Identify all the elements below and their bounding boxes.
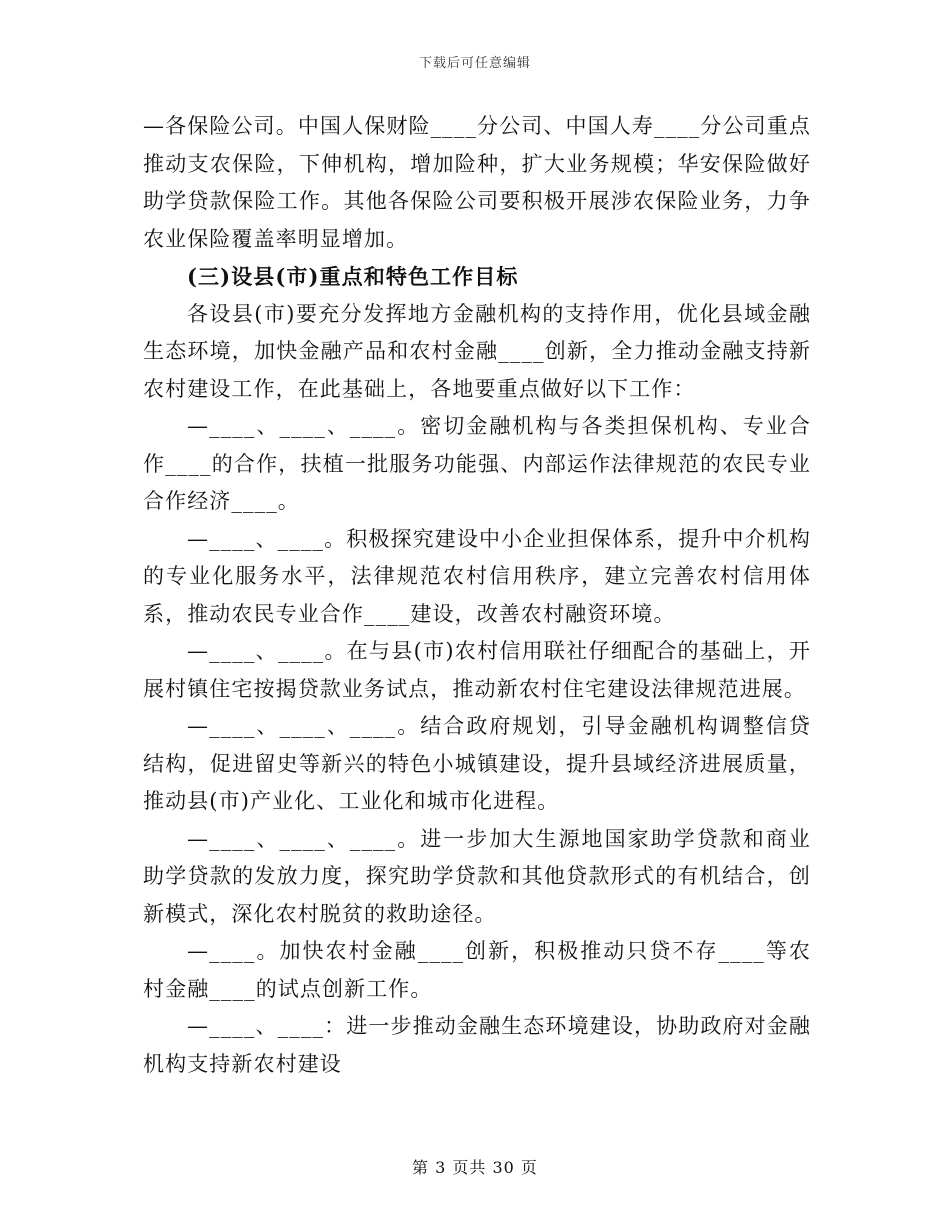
- document-body: [143, 108, 811, 1083]
- paragraph-item-1: —____、____、____。密切金融机构与各类担保机构、专业合作____的合作，扶植一批服务功能强、内部运作法律规范的农民专业合作经济____。: [143, 414, 811, 513]
- paragraph-item-4: —____、____、____。结合政府规划，引导金融机构调整信贷结构，促进留史等新兴的特色小城镇建设，提升县域经济进展质量，推动县(市)产业化、工业化和城市化进程。: [143, 714, 811, 813]
- section-heading: (三)设县(市)重点和特色工作目标: [187, 264, 519, 289]
- header-note: 下载后可任意编辑: [418, 56, 531, 71]
- paragraph-intro: 各设县(市)要充分发挥地方金融机构的支持作用，优化县域金融生态环境，加快金融产品和农村金融____创新，全力推动金融支持新农村建设工作，在此基础上，各地要重点做好以下工作：: [143, 301, 811, 401]
- paragraph-item-3: —____、____。在与县(市)农村信用联社仔细配合的基础上，开展村镇住宅按揭贷款业务试点，推动新农村住宅建设法律规范进展。: [143, 639, 811, 701]
- paragraph-item-2: —____、____。积极探究建设中小企业担保体系，提升中介机构的专业化服务水平，法律规范农村信用秩序，建立完善农村信用体系，推动农民专业合作____建设，改善农村融资环境。: [143, 526, 811, 626]
- paragraph-item-6: —____。加快农村金融____创新，积极推动只贷不存____等农村金融____的试点创新工作。: [143, 939, 811, 1001]
- paragraph-insurance: —各保险公司。中国人保财险____分公司、中国人寿____分公司重点推动支农保险，下伸机构，增加险种，扩大业务规模；华安保险做好助学贷款保险工作。其他各保险公司要积极开展涉农保险业务，力争农业保险覆盖率明显增加。: [143, 114, 811, 251]
- page-number: 第 3 页共 30 页: [412, 1158, 538, 1177]
- paragraph-item-7: —____、____：进一步推动金融生态环境建设，协助政府对金融机构支持新农村建设: [143, 1014, 811, 1076]
- paragraph-item-5: —____、____、____。进一步加大生源地国家助学贷款和商业助学贷款的发放力度，探究助学贷款和其他贷款形式的有机结合，创新模式，深化农村脱贫的救助途径。: [143, 826, 811, 926]
